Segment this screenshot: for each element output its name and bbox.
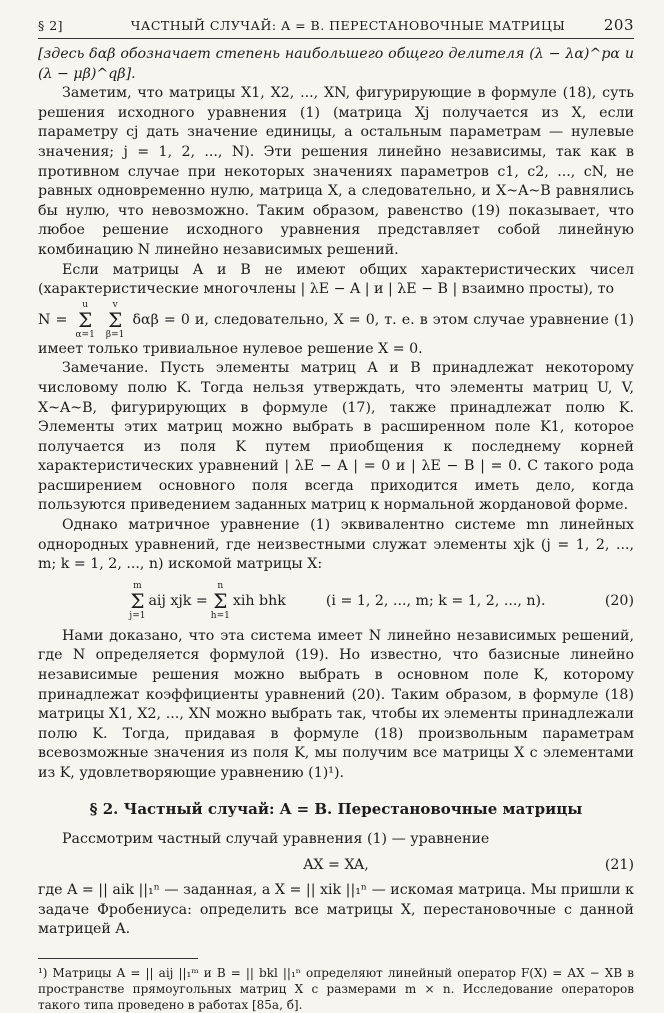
sum-term: δαβ — [132, 311, 159, 328]
eq20-sum-h-upper: n — [217, 580, 224, 591]
sigma-symbol: Σ — [213, 588, 228, 613]
sum-beta-upper: v — [112, 299, 118, 310]
page-number: 203 — [603, 16, 634, 34]
eq20-term-1: aij xjk = — [148, 592, 208, 609]
section-title: § 2. Частный случай: A = B. Перестановочные матрицы — [89, 799, 583, 818]
paragraph-9: где A = || aik ||₁ⁿ — заданная, а X = || xik ||₁ⁿ — искомая матрица. Мы пришли к задаче Фробениуса: определить все матрицы X, перестановочные с данной матрицей A. — [38, 882, 634, 938]
sum-alpha-lower: α=1 — [75, 329, 95, 340]
sum-beta-lower: β=1 — [105, 329, 125, 340]
paragraph-7: Нами доказано, что эта система имеет N линейно независимых решений, где N определяется формулой (19). Но известно, что базисные линейно независимые решения можно выбрать в основном поле K, которому принадлежат коэффициенты уравнений (20). Таким образом, в формуле (18) матрицы X1, X2, ..., XN можно выбрать так, чтобы их элементы принадлежали полю K. Тогда, придавая в формуле (18) произвольным параметрам всевозможные значения из поля K, мы получим все матрицы X с элементами из K, удовлетворяющие уравнению (1)¹). — [38, 627, 634, 781]
eq21-body: AX = XA, — [303, 857, 369, 874]
equation-21 — [38, 855, 634, 875]
paragraph-2: Заметим, что матрицы X1, X2, ..., XN, фигурирующие в формуле (18), суть решения исходного уравнения (1) (матрица Xj получается из X, если параметру cj дать значение единицы, а остальным параметрам — нулевые значения; j = 1, 2, ..., N). Эти решения линейно независимы, так как в противном случае при некоторых значениях параметров c1, c2, ..., cN, не равных одновременно нулю, матрица X, а следовательно, и X~A~B равнялись бы нулю, что невозможно. Таким образом, равенство (19) показывает, что любое решение исходного уравнения представляет собой линейную комбинацию N линейно независимых решений. — [38, 85, 634, 258]
sigma-symbol: Σ — [108, 307, 123, 332]
running-header — [38, 16, 634, 39]
paragraph-1: [здесь δαβ обозначает степень наибольшего общего делителя (λ − λα)^pα и (λ − μβ)^qβ]. — [38, 46, 634, 82]
paragraph-4 — [38, 300, 634, 360]
equation-20 — [38, 581, 634, 621]
eq20-condition: (i = 1, 2, ..., m; k = 1, 2, ..., n). — [325, 592, 546, 609]
header-section: § 2] — [38, 18, 64, 33]
sum-n-prefix: N = — [38, 311, 68, 328]
paragraph-5-remark: Замечание. Пусть элементы матриц A и B принадлежат некоторому числовому полю K. Тогда нельзя утверждать, что элементы матриц U, V, X~A~B, фигурирующих в формуле (17), также принадлежат полю K. Элементы этих матриц можно выбрать в расширенном поле K1, которое получается из поля K путем приобщения к последнему корней характеристических уравнений | λE − A | = 0 и | λE − B | = 0. С такого рода расширением основного поля всегда приходится иметь дело, когда пользуются приведением заданных матриц к нормальной жордановой форме. — [38, 360, 634, 514]
footnote: ¹) Матрицы A = || aij ||₁ᵐ и B = || bkl ||₁ⁿ определяют линейный оператор F(X) = AX − XB в пространстве прямоугольных матриц X с размерами m × n. Исследование операторов такого типа проведено в работах [85а, б]. — [38, 965, 634, 1012]
sigma-symbol: Σ — [78, 307, 93, 332]
sum-alpha-upper: u — [82, 299, 89, 310]
sum-alpha — [75, 300, 94, 340]
page — [38, 16, 634, 1013]
paragraph-8: Рассмотрим частный случай уравнения (1) — уравнение — [62, 830, 490, 847]
eq20-term-2: xih bhk — [232, 592, 286, 609]
paragraph-6: Однако матричное уравнение (1) эквивалентно системе mn линейных однородных уравнений, где неизвестными служат элементы xjk (j = 1, 2, ..., m; k = 1, 2, ..., n) искомой матрицы X: — [38, 517, 634, 573]
paragraph-3: Если матрицы A и B не имеют общих характеристических чисел (характеристические многочлены | λE − A | и | λE − B | взаимно просты), то — [38, 261, 634, 298]
eq20-sum-j-upper: m — [133, 580, 142, 591]
eq21-number: (21) — [604, 857, 634, 874]
header-title: ЧАСТНЫЙ СЛУЧАЙ: A = B. ПЕРЕСТАНОВОЧНЫЕ МАТРИЦЫ — [130, 18, 566, 33]
sigma-symbol: Σ — [130, 588, 145, 613]
footnote-rule — [38, 958, 198, 959]
paragraph-4-rest: = 0 и, следовательно, X = 0, т. е. в этом случае уравнение (1) имеет только тривиальное нулевое решение X = 0. — [38, 311, 635, 357]
eq20-sum-h — [211, 581, 230, 621]
eq20-number: (20) — [604, 592, 634, 609]
eq20-sum-h-lower: h=1 — [210, 610, 230, 621]
eq20-sum-j-lower: j=1 — [129, 610, 146, 621]
sum-beta — [106, 300, 124, 340]
eq20-sum-j — [129, 581, 145, 621]
